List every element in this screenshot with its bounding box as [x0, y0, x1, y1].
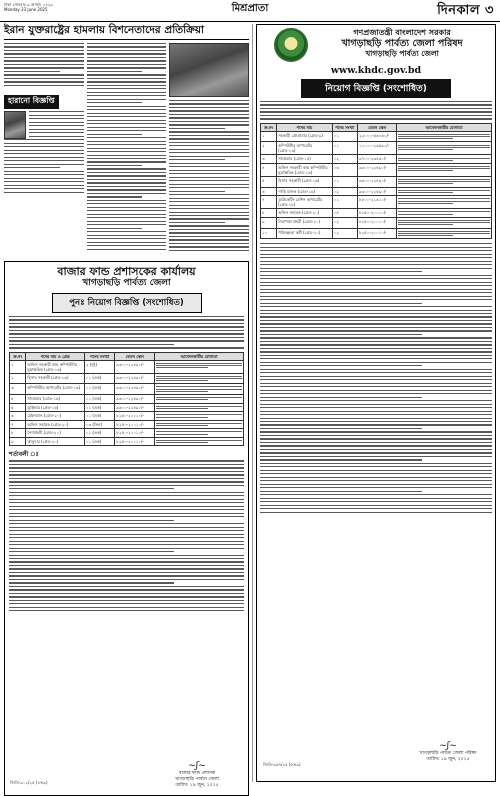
table-cell	[397, 155, 492, 164]
qualification-text	[398, 211, 490, 214]
column-header: পদের সংখ্যা	[84, 352, 114, 360]
column-header: বেতন স্কেল	[358, 123, 397, 131]
table-cell: ৯৩০০-২২৪৯০/-	[358, 176, 397, 187]
column-header: ক্র.নং	[261, 123, 277, 131]
table-cell: নৈশপ্রহরী (গ্রেড-২০)	[26, 429, 85, 438]
story-headline: ইরান যুক্তরাষ্ট্রের হামলায় বিশনেতাদের প্রতিক্রিয়া	[4, 24, 249, 40]
qualification-text	[156, 440, 242, 443]
qualification-text	[398, 134, 490, 139]
conditions-text	[9, 460, 244, 611]
table-cell	[155, 403, 244, 412]
section-title: মিশ্রপ্রাতা	[231, 3, 269, 14]
table-cell	[155, 412, 244, 421]
story-text	[87, 43, 167, 250]
table-cell: ৪	[261, 163, 277, 176]
table-row	[261, 228, 492, 239]
table-cell: পরিচ্ছন্নতা কর্মী (গ্রেড-২০)	[277, 228, 332, 239]
table-cell: ৯৩০০-২২৪৯০/-	[358, 163, 397, 176]
table-cell: ৯৩০০-২২৪৯০/-	[115, 395, 155, 404]
table-cell: ০৩ (তিন)	[84, 420, 114, 429]
table-cell: ৯৭০০-২৩৪৯০/-	[358, 155, 397, 164]
table-row	[261, 217, 492, 228]
qualification-text	[398, 231, 490, 236]
table-cell: ০২	[332, 155, 357, 164]
table-cell: ৭	[261, 196, 277, 209]
table-cell	[397, 187, 492, 196]
table-cell	[155, 373, 244, 384]
table-cell: ০২	[332, 228, 357, 239]
qualification-text	[156, 431, 242, 434]
table-cell: অফিস সহকারী কাম কম্পিউটার মুদ্রাক্ষরিক (গ্রেড-১৬)	[26, 360, 85, 373]
application-rules-text	[260, 243, 492, 512]
table-cell: ৯৩০০-২২৪৯০/-	[115, 403, 155, 412]
table-cell: ০১ (এক)	[84, 395, 114, 404]
table-cell: ৮২৫০-২০০১০/-	[115, 437, 155, 446]
table-cell	[397, 163, 492, 176]
column-header: পদের সংখ্যা	[332, 123, 357, 131]
table-row	[261, 187, 492, 196]
qualification-text	[398, 190, 490, 193]
table-header-row	[261, 123, 492, 131]
table-cell: অফিস সহায়ক (গ্রেড-২০)	[277, 209, 332, 218]
table-cell: চেইনম্যান (গ্রেড-২০)	[26, 412, 85, 421]
table-cell: সহকারী প্রোগ্রামার (গ্রেড-৯)	[277, 131, 332, 142]
notice-banner: পুনঃ নিয়োগ বিজ্ঞপ্তি (সংশোধিত)	[52, 293, 202, 313]
table-cell	[397, 228, 492, 239]
table-cell: ১১০০০-২৬৫৯০/-	[358, 142, 397, 155]
table-cell	[397, 196, 492, 209]
table-cell: ৯৩০০-২২৪৯০/-	[115, 373, 155, 384]
signatory-place: খাগড়াছড়ি পার্বত্য জেলা	[175, 777, 219, 782]
right-column	[252, 24, 496, 782]
district-title: খাগড়াছড়ি পার্বত্য জেলা	[365, 49, 439, 58]
story-photo	[169, 43, 249, 97]
notice-intro-text	[9, 316, 244, 349]
column-header: ক্র.নং	[10, 352, 26, 360]
table-cell: ০৪	[332, 209, 357, 218]
table-cell: ৮২৫০-২০০১০/-	[358, 209, 397, 218]
table-cell: ০২	[332, 187, 357, 196]
table-row	[261, 176, 492, 187]
table-cell: ২	[10, 373, 26, 384]
table-cell: ৬	[10, 412, 26, 421]
table-row	[10, 360, 244, 373]
table-row	[10, 412, 244, 421]
table-row	[10, 384, 244, 395]
table-cell	[155, 420, 244, 429]
table-row	[10, 395, 244, 404]
table-row	[261, 155, 492, 164]
council-emblem-icon	[274, 28, 308, 62]
signature-block	[413, 741, 483, 763]
table-cell: ৮২৫০-২০০১০/-	[358, 228, 397, 239]
column-header: আবেদনকারীর যোগ্যতা	[397, 123, 492, 131]
bazar-fund-notice	[4, 261, 249, 796]
table-row	[261, 163, 492, 176]
qualification-text	[156, 397, 242, 400]
table-cell: ৮২৫০-২০০১০/-	[115, 420, 155, 429]
table-cell: ৮	[261, 209, 277, 218]
table-cell: ২ (দুই)	[84, 360, 114, 373]
table-cell: নিরাপত্তা প্রহরী (গ্রেড-২০)	[277, 217, 332, 228]
table-cell	[155, 437, 244, 446]
table-cell: ৮৮০০-২১৩১০/-	[358, 196, 397, 209]
table-cell: ৯৩০০-২২৪৯০/-	[115, 384, 155, 395]
qualification-text	[398, 145, 490, 150]
memo-number: জিডি-৯০২/২৫ (৪×৯)	[10, 780, 48, 785]
lost-notice-photo	[4, 111, 26, 139]
qualification-text	[398, 179, 490, 184]
table-cell: ড্রাইভার (গ্রেড-১৬)	[26, 403, 85, 412]
table-cell: অফিস সহায়ক (গ্রেড-২০)	[26, 420, 85, 429]
signature: ~ʃ~	[188, 761, 206, 771]
table-cell: ০১ (এক)	[84, 373, 114, 384]
story-text	[169, 100, 249, 251]
table-cell: অফিস সহকারী কাম কম্পিউটার মুদ্রাক্ষরিক (গ্রেড-১৬)	[277, 163, 332, 176]
qualification-text	[398, 166, 490, 171]
qualification-text	[156, 414, 242, 417]
masthead	[0, 0, 500, 22]
table-row	[261, 131, 492, 142]
table-cell: হিসাব সহকারী (গ্রেড-১৬)	[26, 373, 85, 384]
table-cell: ৮	[10, 429, 26, 438]
hill-district-council-notice	[256, 24, 496, 782]
signature-date: তারিখ: ১৯ জুন, ২০২৫	[426, 757, 470, 762]
table-cell: ৩	[10, 384, 26, 395]
qualification-text	[156, 386, 242, 391]
signature: ~ʃ~	[439, 741, 457, 751]
table-cell: ৩	[261, 155, 277, 164]
notice-office-title: বাজার ফান্ড প্রশাসকের কার্যালয়	[57, 265, 196, 278]
table-cell	[155, 360, 244, 373]
table-cell: ৪	[10, 395, 26, 404]
table-cell: ৯৩০০-২২৪৯০/-	[115, 360, 155, 373]
conditions-heading: শর্তাবলী ঃ	[9, 451, 39, 459]
left-column	[4, 24, 249, 788]
table-cell: ১	[261, 131, 277, 142]
table-cell: ৮২৫০-২০০১০/-	[358, 217, 397, 228]
government-title: গণপ্রজাতন্ত্রী বাংলাদেশ সরকার	[353, 28, 451, 37]
table-cell: ০২	[332, 217, 357, 228]
column-header: আবেদনকারীর যোগ্যতা	[155, 352, 244, 360]
table-row	[261, 142, 492, 155]
table-cell: ৬	[261, 187, 277, 196]
table-cell: ৯৩০০-২২৪৯০/-	[358, 187, 397, 196]
table-cell: ২২০০০-৫৩০৬০/-	[358, 131, 397, 142]
qualification-text	[398, 198, 490, 203]
table-cell: ডুপ্লিকেটিং মেশিন অপারেটর (গ্রেড-১৮)	[277, 196, 332, 209]
table-cell: হিসাব সহকারী (গ্রেড-১৬)	[277, 176, 332, 187]
table-row	[10, 420, 244, 429]
lost-notice-text	[29, 111, 84, 139]
table-cell: কম্পিউটার অপারেটর (গ্রেড-১৩)	[277, 142, 332, 155]
story-column-3	[169, 43, 249, 259]
table-cell: ০১ (এক)	[84, 437, 114, 446]
signatory-title: বাজার ফান্ড প্রশাসক	[178, 771, 216, 776]
story-text	[4, 43, 84, 86]
table-header-row	[10, 352, 244, 360]
council-title: খাগড়াছড়ি পার্বত্য জেলা পরিষদ	[341, 38, 463, 49]
hdc-post-table	[260, 123, 492, 240]
table-cell	[397, 176, 492, 187]
table-row	[261, 196, 492, 209]
table-cell	[397, 131, 492, 142]
table-cell: ৮২৫০-২০০১০/-	[115, 429, 155, 438]
table-cell: ২	[261, 142, 277, 155]
table-cell: ০১ (এক)	[84, 403, 114, 412]
table-cell: ০১ (এক)	[84, 429, 114, 438]
bazar-post-table	[9, 352, 244, 447]
table-cell	[397, 217, 492, 228]
table-cell: ০১	[332, 131, 357, 142]
table-row	[261, 209, 492, 218]
notice-banner: নিয়োগ বিজ্ঞপ্তি (সংশোধিত)	[301, 79, 451, 98]
table-cell: ০১ (এক)	[84, 412, 114, 421]
table-cell: কম্পিউটার অপারেটর (গ্রেড-১৬)	[26, 384, 85, 395]
table-cell: ১	[10, 360, 26, 373]
memo-number: জিডি-৯৬৭/২৫ (৫×৯)	[263, 762, 301, 767]
newspaper-logo: দিনকাল ৩	[437, 3, 494, 18]
qualification-text	[156, 363, 242, 368]
story-column-2	[87, 43, 167, 259]
lost-notice-text-2	[4, 139, 84, 192]
table-cell: ৯	[10, 437, 26, 446]
table-cell: ০১	[332, 176, 357, 187]
story-body	[4, 43, 249, 259]
table-row	[10, 437, 244, 446]
qualification-text	[156, 406, 242, 409]
table-cell: ৫	[261, 176, 277, 187]
table-row	[10, 429, 244, 438]
table-cell: ঝাড়ুদার (গ্রেড-২০)	[26, 437, 85, 446]
masthead-date: ঢাকা সোমবার ৯ আষাঢ় ১৪২৯ Monday 23 June 2025	[4, 2, 53, 12]
qualification-text	[156, 376, 242, 381]
table-cell: ০৩	[332, 163, 357, 176]
table-cell: ০১	[332, 196, 357, 209]
table-cell	[155, 384, 244, 395]
table-cell: ৮২৫০-২০০১০/-	[115, 412, 155, 421]
table-cell	[397, 209, 492, 218]
qualification-text	[398, 158, 490, 161]
table-cell: সার্ভেয়ার (গ্রেড-১৫)	[277, 155, 332, 164]
table-row	[10, 403, 244, 412]
website-link[interactable]: www.khdc.gov.bd	[330, 65, 422, 76]
table-cell	[155, 395, 244, 404]
notice-header	[260, 28, 492, 62]
signature-date: তারিখ: ১৯ জুন, ২০২৫	[175, 783, 219, 788]
table-cell: ১০	[261, 228, 277, 239]
lost-notice-heading: হারানো বিজ্ঞপ্তি	[4, 95, 59, 109]
notice-intro-text	[260, 101, 492, 120]
table-cell: সার্ভেয়ার (গ্রেড-১৬)	[26, 395, 85, 404]
table-cell: ০১	[332, 142, 357, 155]
notice-district: খাগড়াছড়ি পার্বত্য জেলা	[82, 278, 171, 288]
table-row	[10, 373, 244, 384]
table-cell	[397, 142, 492, 155]
qualification-text	[156, 423, 242, 426]
table-cell: ৯	[261, 217, 277, 228]
signature-block	[152, 761, 242, 789]
column-header: পদের নাম	[277, 123, 332, 131]
table-cell: ০১ (এক)	[84, 384, 114, 395]
table-cell	[155, 429, 244, 438]
column-header: বেতন স্কেল	[115, 352, 155, 360]
story-column-1	[4, 43, 84, 259]
column-header: পদের নাম ও গ্রেড	[26, 352, 85, 360]
table-cell: ৭	[10, 420, 26, 429]
signatory-org: খাগড়াছড়ি পার্বত্য জেলা পরিষদ	[419, 751, 477, 756]
table-cell: গাড়ি চালক (গ্রেড-১৬)	[277, 187, 332, 196]
qualification-text	[398, 220, 490, 225]
table-cell: ৫	[10, 403, 26, 412]
